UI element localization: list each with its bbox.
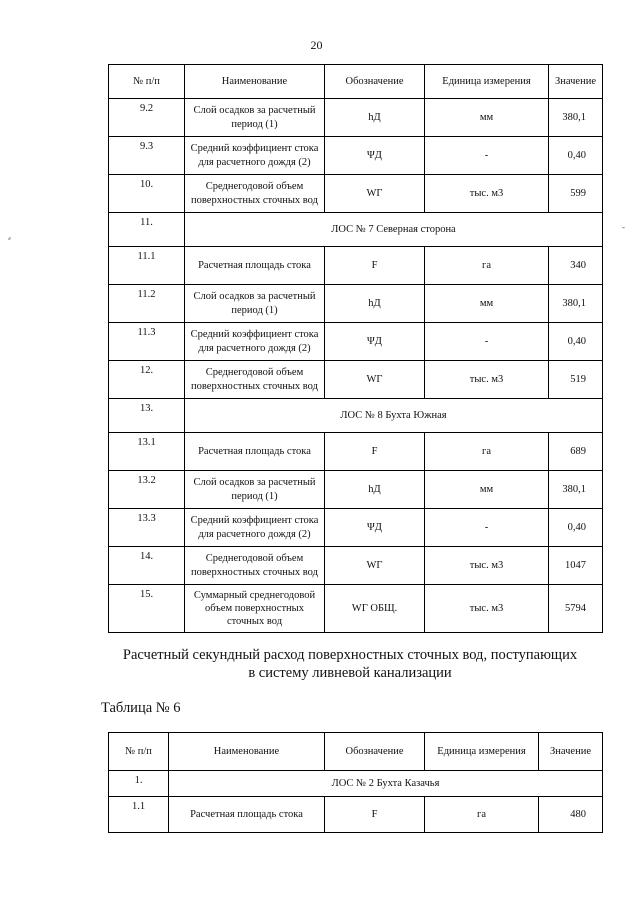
column-header: Наименование (185, 65, 325, 99)
section-heading-line: Расчетный секундный расход поверхностных сточных вод, поступающих (122, 647, 578, 663)
row-unit: мм (425, 285, 549, 323)
section-heading (70, 646, 630, 682)
row-number: 15. (109, 585, 185, 633)
row-symbol: F (325, 433, 425, 471)
row-number: 13.3 (109, 509, 185, 547)
row-name: Среднегодовой объем поверхностных сточных вод (185, 547, 325, 585)
section-row (109, 399, 603, 433)
section-row (109, 213, 603, 247)
table-row (109, 797, 603, 833)
column-header: Наименование (169, 733, 325, 771)
row-name: Средний коэффициент стока для расчетного дождя (2) (185, 137, 325, 175)
row-value: 519 (549, 361, 603, 399)
section-row (109, 771, 603, 797)
right-margin-mark: - (622, 222, 625, 232)
row-number: 11.2 (109, 285, 185, 323)
column-header: Обозначение (325, 733, 425, 771)
row-number: 1. (109, 771, 169, 797)
row-name: Суммарный среднегодовой объем поверхностных сточных вод (185, 585, 325, 633)
table-header-row (109, 65, 603, 99)
table-row (109, 547, 603, 585)
table-row (109, 585, 603, 633)
row-name: Среднегодовой объем поверхностных сточных вод (185, 361, 325, 399)
row-value: 380,1 (549, 471, 603, 509)
row-value: 340 (549, 247, 603, 285)
row-name: Среднегодовой объем поверхностных сточных вод (185, 175, 325, 213)
row-symbol: WГ (325, 547, 425, 585)
row-unit: га (425, 433, 549, 471)
table-row (109, 247, 603, 285)
row-number: 11.1 (109, 247, 185, 285)
row-name: Расчетная площадь стока (185, 433, 325, 471)
row-symbol: ΨД (325, 323, 425, 361)
table-row (109, 509, 603, 547)
table-row (109, 433, 603, 471)
table-6-body (109, 771, 603, 833)
row-symbol: F (325, 247, 425, 285)
row-value: 380,1 (549, 99, 603, 137)
column-header: Единица измерения (425, 733, 539, 771)
section-heading-line: в систему ливневой канализации (248, 665, 452, 681)
column-header: № п/п (109, 733, 169, 771)
section-title: ЛОС № 7 Северная сторона (185, 213, 603, 247)
row-unit: тыс. м3 (425, 175, 549, 213)
row-number: 13.2 (109, 471, 185, 509)
row-symbol: WГ (325, 361, 425, 399)
left-margin-mark: ⸗ (8, 233, 11, 243)
row-value: 0,40 (549, 509, 603, 547)
row-unit: - (425, 137, 549, 175)
row-name: Слой осадков за расчетный период (1) (185, 99, 325, 137)
row-value: 599 (549, 175, 603, 213)
table-row (109, 285, 603, 323)
table-row (109, 361, 603, 399)
row-symbol: hД (325, 99, 425, 137)
row-unit: га (425, 247, 549, 285)
table-label: Таблица № 6 (101, 700, 181, 716)
row-symbol: WГ (325, 175, 425, 213)
row-number: 13. (109, 399, 185, 433)
row-unit: тыс. м3 (425, 361, 549, 399)
main-table-body (109, 99, 603, 633)
row-name: Средний коэффициент стока для расчетного дождя (2) (185, 509, 325, 547)
main-table (108, 64, 603, 633)
column-header: Значение (549, 65, 603, 99)
row-number: 12. (109, 361, 185, 399)
table-6 (108, 732, 603, 833)
row-number: 14. (109, 547, 185, 585)
row-number: 11. (109, 213, 185, 247)
table-row (109, 323, 603, 361)
row-value: 380,1 (549, 285, 603, 323)
row-unit: мм (425, 471, 549, 509)
row-value: 480 (539, 797, 603, 833)
page-number: 20 (310, 38, 323, 52)
row-name: Слой осадков за расчетный период (1) (185, 285, 325, 323)
row-number: 9.3 (109, 137, 185, 175)
row-symbol: hД (325, 285, 425, 323)
table-row (109, 471, 603, 509)
row-value: 5794 (549, 585, 603, 633)
row-value: 0,40 (549, 323, 603, 361)
row-symbol: hД (325, 471, 425, 509)
row-name: Средний коэффициент стока для расчетного дождя (2) (185, 323, 325, 361)
column-header: Обозначение (325, 65, 425, 99)
row-unit: - (425, 509, 549, 547)
table-row (109, 137, 603, 175)
row-value: 1047 (549, 547, 603, 585)
section-title: ЛОС № 2 Бухта Казачья (169, 771, 603, 797)
table-header-row (109, 733, 603, 771)
row-name: Расчетная площадь стока (185, 247, 325, 285)
row-symbol: F (325, 797, 425, 833)
row-number: 10. (109, 175, 185, 213)
column-header: Значение (539, 733, 603, 771)
row-number: 1.1 (109, 797, 169, 833)
row-symbol: ΨД (325, 509, 425, 547)
row-number: 11.3 (109, 323, 185, 361)
row-unit: тыс. м3 (425, 585, 549, 633)
row-unit: га (425, 797, 539, 833)
table-row (109, 175, 603, 213)
section-title: ЛОС № 8 Бухта Южная (185, 399, 603, 433)
row-symbol: WГ ОБЩ. (325, 585, 425, 633)
table-row (109, 99, 603, 137)
row-value: 689 (549, 433, 603, 471)
row-name: Расчетная площадь стока (169, 797, 325, 833)
row-name: Слой осадков за расчетный период (1) (185, 471, 325, 509)
row-value: 0,40 (549, 137, 603, 175)
row-unit: тыс. м3 (425, 547, 549, 585)
row-unit: мм (425, 99, 549, 137)
column-header: № п/п (109, 65, 185, 99)
row-number: 9.2 (109, 99, 185, 137)
row-number: 13.1 (109, 433, 185, 471)
row-unit: - (425, 323, 549, 361)
column-header: Единица измерения (425, 65, 549, 99)
row-symbol: ΨД (325, 137, 425, 175)
